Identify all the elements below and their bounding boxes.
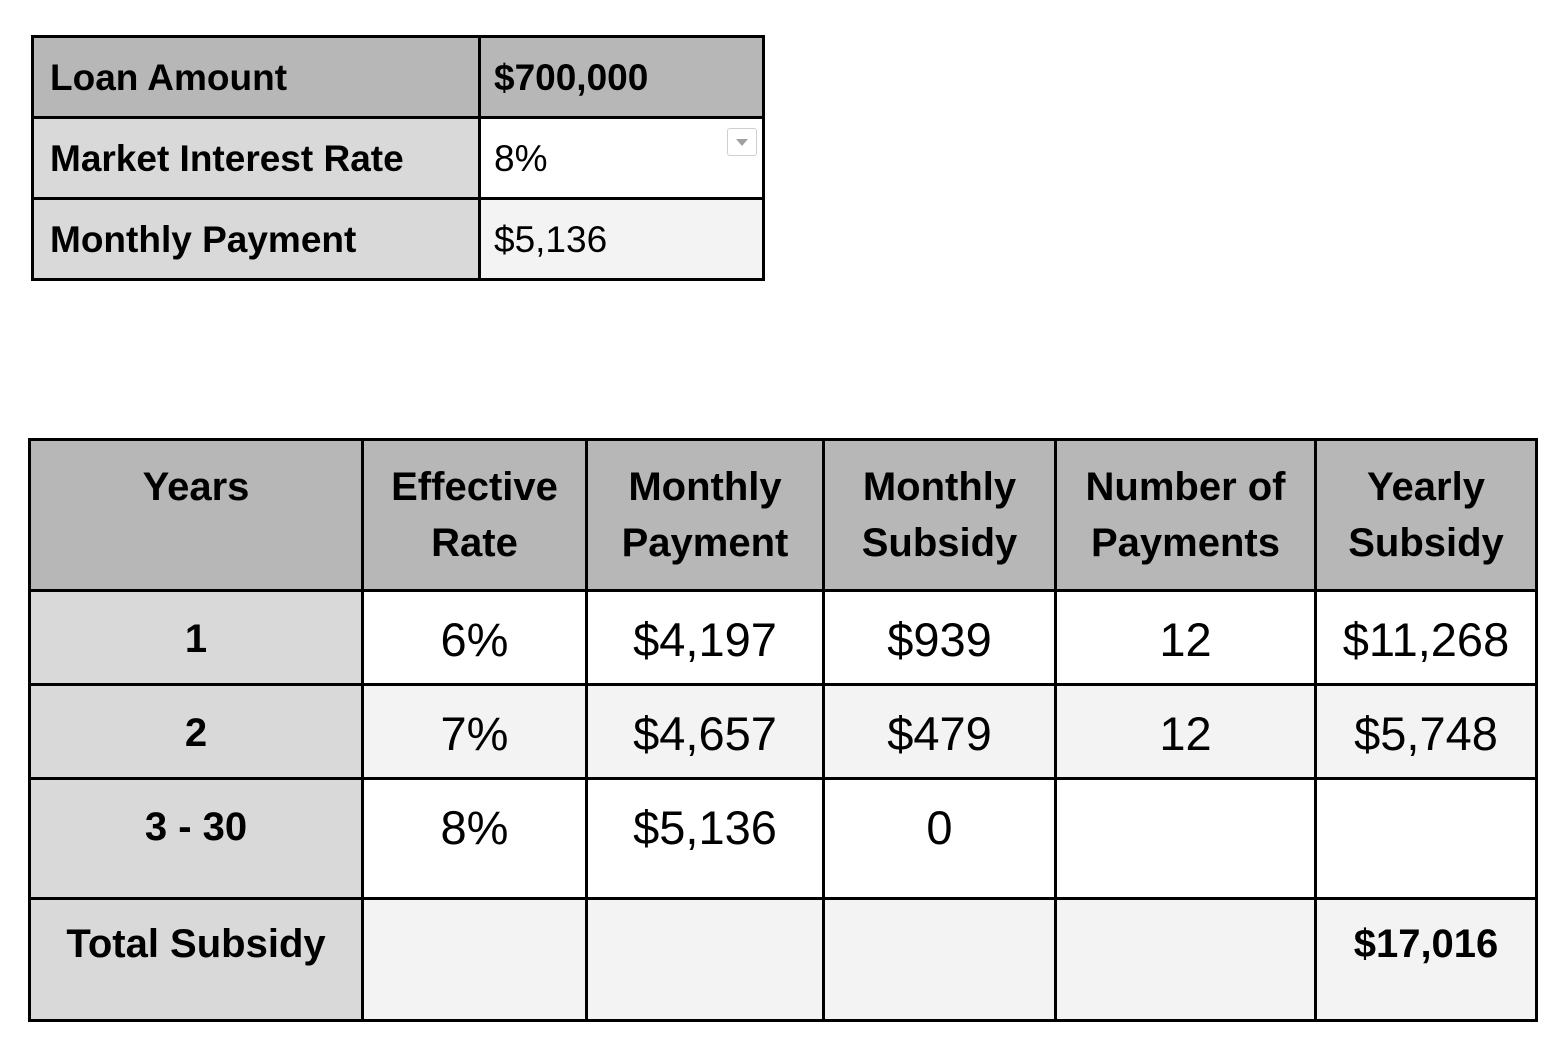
monthly-subsidy-cell[interactable]: $479: [824, 685, 1056, 779]
number-of-payments-cell[interactable]: [1056, 779, 1316, 899]
market-interest-rate-label[interactable]: Market Interest Rate: [33, 118, 480, 199]
loan-amount-label[interactable]: Loan Amount: [33, 37, 480, 118]
header-effective-rate[interactable]: Effective Rate: [363, 440, 587, 591]
loan-summary-table: [31, 35, 765, 281]
chevron-down-icon[interactable]: [727, 128, 757, 156]
monthly-subsidy-cell[interactable]: 0: [824, 779, 1056, 899]
market-interest-rate-row: [33, 118, 764, 199]
market-interest-rate-value: 8%: [494, 137, 548, 179]
total-subsidy-value[interactable]: $17,016: [1316, 899, 1537, 1021]
effective-rate-cell[interactable]: 8%: [363, 779, 587, 899]
header-years[interactable]: Years: [30, 440, 363, 591]
header-monthly-payment[interactable]: Monthly Payment: [587, 440, 824, 591]
header-monthly-subsidy[interactable]: Monthly Subsidy: [824, 440, 1056, 591]
header-yearly-subsidy[interactable]: Yearly Subsidy: [1316, 440, 1537, 591]
monthly-payment-cell[interactable]: $5,136: [587, 779, 824, 899]
monthly-payment-row: [33, 199, 764, 280]
monthly-subsidy-cell[interactable]: $939: [824, 591, 1056, 685]
empty-cell[interactable]: [587, 899, 824, 1021]
empty-cell[interactable]: [363, 899, 587, 1021]
market-interest-rate-cell[interactable]: [480, 118, 764, 199]
table-row: [30, 685, 1537, 779]
empty-cell[interactable]: [1056, 899, 1316, 1021]
loan-amount-row: [33, 37, 764, 118]
yearly-subsidy-cell[interactable]: $5,748: [1316, 685, 1537, 779]
years-cell[interactable]: 1: [30, 591, 363, 685]
monthly-payment-cell[interactable]: $4,197: [587, 591, 824, 685]
table-row: [30, 779, 1537, 899]
monthly-payment-cell[interactable]: $4,657: [587, 685, 824, 779]
monthly-payment-value[interactable]: $5,136: [480, 199, 764, 280]
yearly-subsidy-cell[interactable]: $11,268: [1316, 591, 1537, 685]
total-subsidy-label[interactable]: Total Subsidy: [30, 899, 363, 1021]
years-cell[interactable]: 3 - 30: [30, 779, 363, 899]
header-number-of-payments[interactable]: Number of Payments: [1056, 440, 1316, 591]
schedule-header-row: [30, 440, 1537, 591]
effective-rate-cell[interactable]: 6%: [363, 591, 587, 685]
years-cell[interactable]: 2: [30, 685, 363, 779]
empty-cell[interactable]: [824, 899, 1056, 1021]
total-subsidy-row: [30, 899, 1537, 1021]
table-row: [30, 591, 1537, 685]
yearly-subsidy-cell[interactable]: [1316, 779, 1537, 899]
number-of-payments-cell[interactable]: 12: [1056, 591, 1316, 685]
subsidy-schedule-table: [28, 438, 1538, 1022]
loan-amount-value[interactable]: $700,000: [480, 37, 764, 118]
number-of-payments-cell[interactable]: 12: [1056, 685, 1316, 779]
effective-rate-cell[interactable]: 7%: [363, 685, 587, 779]
monthly-payment-label[interactable]: Monthly Payment: [33, 199, 480, 280]
